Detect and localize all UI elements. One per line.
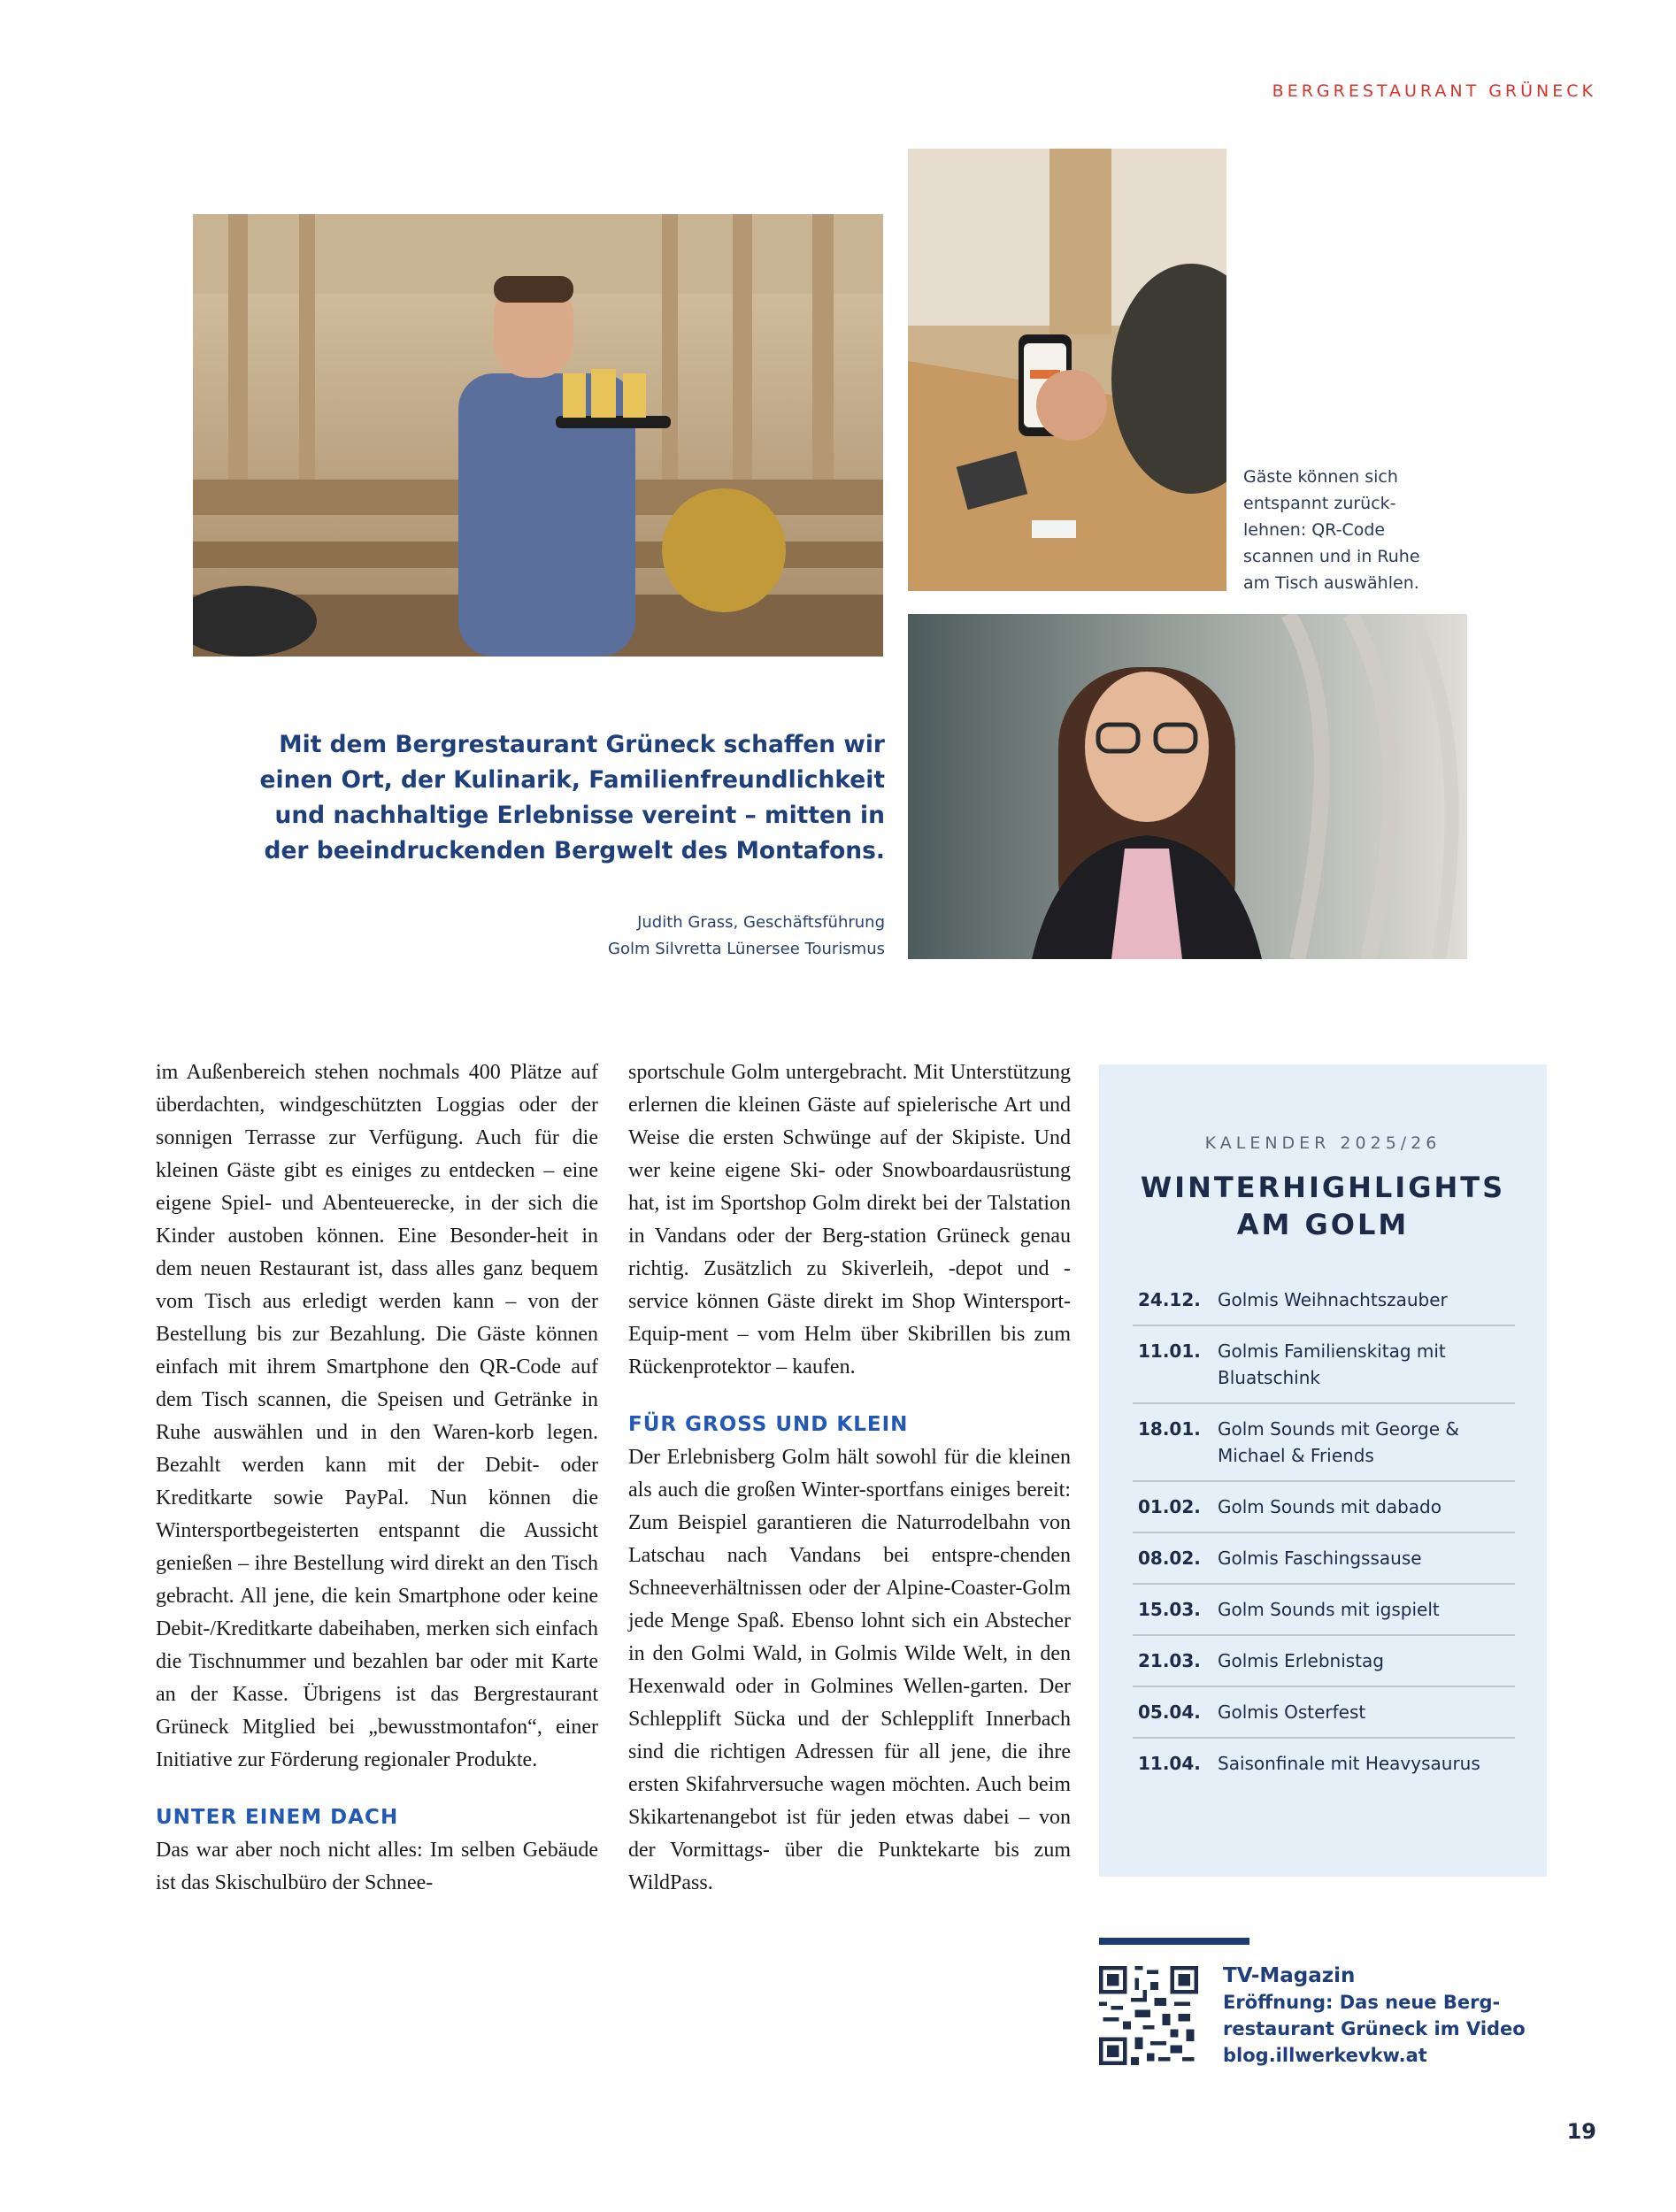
quote-organization: Golm Silvretta Lünersee Tourismus — [608, 940, 885, 958]
tv-magazin-rule — [1099, 1938, 1249, 1945]
subheading-unter-einem-dach: UNTER EINEM DACH — [156, 1806, 399, 1829]
calendar-event — [1133, 1585, 1515, 1636]
calendar-title-line-1: WINTERHIGHLIGHTS — [1140, 1171, 1506, 1204]
event-name: Saisonfinale mit Heavysaurus — [1218, 1753, 1480, 1774]
photo-caption: Gäste können sich entspannt zurück-lehnen: QR-Code scannen und in Ruhe am Tisch auswählen. — [1243, 467, 1420, 593]
tv-magazin-title: TV-Magazin — [1223, 1964, 1356, 1987]
calendar-title-line-2: AM GOLM — [1236, 1208, 1410, 1241]
event-name: Golm Sounds mit George & Michael & Friends — [1218, 1418, 1459, 1466]
event-date: 11.01. — [1138, 1340, 1201, 1362]
event-date: 01.02. — [1138, 1496, 1201, 1517]
calendar-event-list — [1133, 1275, 1515, 1788]
quote-author: Judith Grass, Geschäftsführung — [637, 913, 885, 932]
event-name: Golmis Erlebnistag — [1218, 1650, 1384, 1671]
article-column-1 — [156, 1056, 598, 1900]
calendar-event — [1133, 1326, 1515, 1404]
calendar-event — [1133, 1739, 1515, 1788]
page-number: 19 — [1566, 2119, 1596, 2144]
photo-portrait-judith-grass — [908, 614, 1467, 959]
calendar-title — [1099, 1169, 1547, 1243]
event-name: Golm Sounds mit dabado — [1218, 1496, 1442, 1517]
event-date: 18.01. — [1138, 1418, 1201, 1440]
tv-magazin-line-1: Eröffnung: Das neue Berg- — [1223, 1992, 1501, 2013]
column-1-paragraph-1: im Außenbereich stehen nochmals 400 Plätze auf überdachten, windgeschützten Loggias oder der sonnigen Terrasse zur Verfügung. Auch für die kleinen Gäste gibt es einiges zu entdecken – eine eigene Spiel- und Abenteuerecke, in der sich die Kinder austoben können. Eine Besonder-heit in dem neuen Restaurant ist, dass alles ganz bequem vom Tisch aus erledigt werden kann – von der Bestellung bis zur Bezahlung. Die Gäste können einfach mit ihrem Smartphone den QR-Code auf dem Tisch scannen, die Speisen und Getränke in Ruhe auswählen und in den Waren-korb legen. Bezahlt werden kann mit der Debit- oder Kreditkarte sowie PayPal. Nun können die Wintersportbegeisterten entspannt die Aussicht genießen – ihre Bestellung wird direkt an den Tisch gebracht. All jene, die kein Smartphone oder keine Debit-/Kreditkarte dabeihaben, merken sich einfach die Tischnummer und bezahlen bar oder mit Karte an der Kasse. Übrigens ist das Bergrestaurant Grüneck Mitglied bei „bewusstmontafon“, einer Initiative zur Förderung regionaler Produkte. — [156, 1061, 598, 1771]
article-column-2 — [628, 1056, 1071, 1900]
event-name: Golm Sounds mit igspielt — [1218, 1599, 1440, 1620]
event-name: Golmis Faschingssause — [1218, 1548, 1422, 1569]
calendar-kicker: KALENDER 2025/26 — [1204, 1133, 1442, 1153]
quote-attribution — [608, 910, 885, 963]
column-2-paragraph-1: sportschule Golm untergebracht. Mit Unterstützung erlernen die kleinen Gäste auf spielerische Art und Weise die ersten Schwünge auf der Skipiste. Und wer keine eigene Ski- oder Snowboardausrüstung hat, ist im Sportshop Golm direkt bei der Talstation in Vandans oder der Berg-station Grüneck genau richtig. Zusätzlich zu Skiverleih, -depot und -service können Gäste direkt im Shop Wintersport-Equip-ment – vom Helm über Skibrillen bis zum Rückenprotektor – kaufen. — [628, 1061, 1071, 1379]
tv-magazin-block — [1223, 1962, 1526, 2069]
column-1-paragraph-2: Das war aber noch nicht alles: Im selben Gebäude ist das Skischulbüro der Schnee- — [156, 1839, 598, 1894]
event-date: 05.04. — [1138, 1701, 1201, 1723]
calendar-event — [1133, 1687, 1515, 1739]
calendar-box — [1099, 1064, 1547, 1877]
section-header: BERGRESTAURANT GRÜNECK — [1272, 81, 1596, 101]
event-date: 08.02. — [1138, 1548, 1201, 1569]
calendar-event — [1133, 1482, 1515, 1533]
event-date: 21.03. — [1138, 1650, 1201, 1671]
calendar-event — [1133, 1275, 1515, 1326]
photo-waiter-with-beer — [193, 214, 883, 657]
event-date: 15.03. — [1138, 1599, 1201, 1620]
qr-code-icon[interactable] — [1099, 1966, 1198, 2065]
subheading-fuer-gross-und-klein: FÜR GROSS UND KLEIN — [628, 1413, 909, 1436]
event-name: Golmis Weihnachtszauber — [1218, 1289, 1448, 1310]
column-2-paragraph-2: Der Erlebnisberg Golm hält sowohl für die kleinen als auch die großen Winter-sportfans einiges bereit: Zum Beispiel garantieren die Naturrodelbahn von Latschau nach Vandans bei entspre-chenden Schneeverhältnissen oder der Alpine-Coaster-Golm jede Menge Spaß. Ebenso lohnt sich ein Abstecher in den Golmi Wald, in Golmis Wilde Welt, in den Hexenwald oder in Golmines Wellen-garten. Der Schlepplift Sücka und der Schlepplift Innerbach sind die richtigen Adressen für all jene, die ihre ersten Skifahrversuche wagen möchten. Auch beim Skikartenangebot ist für jeden etwas dabei – von der Vormittags- über die Punktekarte bis zum WildPass. — [628, 1446, 1071, 1894]
event-date: 11.04. — [1138, 1753, 1201, 1774]
photo-smartphone-qr-order — [908, 149, 1226, 591]
event-name: Golmis Osterfest — [1218, 1701, 1366, 1723]
event-name: Golmis Familienskitag mit Bluatschink — [1218, 1340, 1446, 1388]
tv-magazin-url[interactable]: blog.illwerkevkw.at — [1223, 2045, 1427, 2066]
pull-quote: Mit dem Bergrestaurant Grüneck schaffen wir einen Ort, der Kulinarik, Familienfreundlichkeit und nachhaltige Erlebnisse vereint – mitten in der beeindruckenden Bergwelt des Montafons. — [259, 731, 885, 864]
calendar-event — [1133, 1533, 1515, 1585]
calendar-event — [1133, 1636, 1515, 1687]
event-date: 24.12. — [1138, 1289, 1201, 1310]
tv-magazin-line-2: restaurant Grüneck im Video — [1223, 2018, 1526, 2039]
calendar-event — [1133, 1404, 1515, 1482]
